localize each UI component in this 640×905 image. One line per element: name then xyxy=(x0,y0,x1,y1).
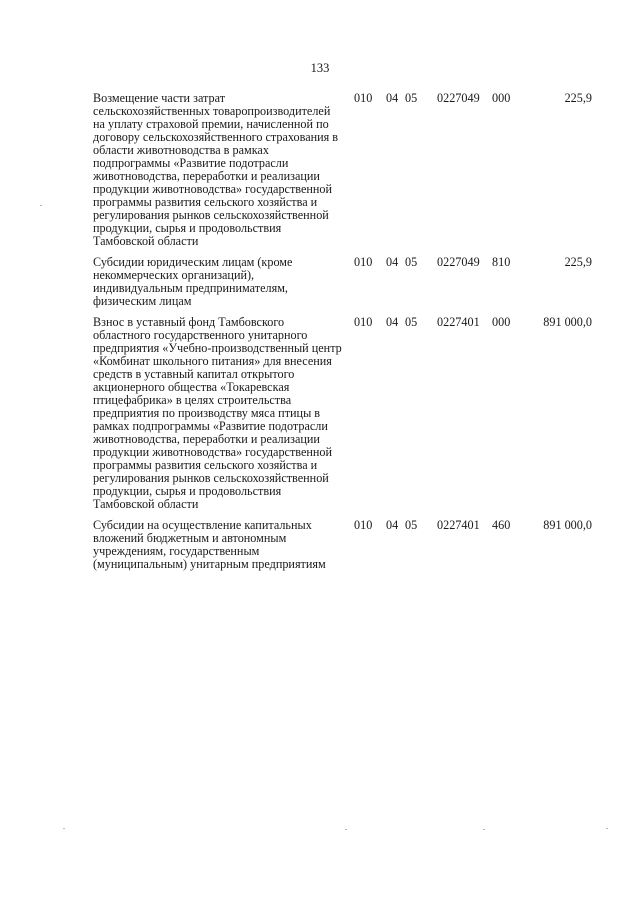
budget-table xyxy=(0,92,640,579)
scan-mark xyxy=(40,205,42,206)
row-description: Субсидии юридическим лицам (кроме некоммерческих организаций), индивидуальным предпринимателям, физическим лицам xyxy=(93,255,293,308)
table-row xyxy=(0,519,640,571)
subsection-code: 05 xyxy=(405,91,418,105)
subsection-code: 05 xyxy=(405,518,418,532)
amount-value: 891 000,0 xyxy=(543,315,592,329)
ministry-code: 010 xyxy=(354,255,373,269)
row-description: Возмещение части затрат сельскохозяйственных товаропроизводителей на уплату страховой премии, начисленной по договору сельскохозяйственного страхования в области животноводства в рамках подпрограммы «Развитие подотрасли животноводства, переработки и реализации продукции животноводства» государственной программы развития сельского хозяйства и регулирования рынков сельскохозяйственной продукции, сырья и продовольствия Тамбовской области xyxy=(93,91,339,248)
table-row xyxy=(0,316,640,511)
scan-mark xyxy=(483,829,485,830)
section-code: 04 xyxy=(386,255,399,269)
ministry-code: 010 xyxy=(354,91,373,105)
scan-mark xyxy=(63,828,65,829)
scan-mark xyxy=(606,828,608,829)
expense-type-code: 460 xyxy=(492,518,511,532)
target-article-code: 0227401 xyxy=(437,315,480,329)
expense-type-code: 000 xyxy=(492,91,511,105)
section-code: 04 xyxy=(386,518,399,532)
amount-value: 891 000,0 xyxy=(543,518,592,532)
scan-mark xyxy=(345,829,347,830)
section-code: 04 xyxy=(386,91,399,105)
target-article-code: 0227401 xyxy=(437,518,480,532)
expense-type-code: 810 xyxy=(492,255,511,269)
row-description: Субсидии на осуществление капитальных вложений бюджетным и автономным учреждениям, государственным (муниципальным) унитарным предприятиям xyxy=(93,518,326,571)
row-description: Взнос в уставный фонд Тамбовского областного государственного унитарного предприятия «Учебно-производственный центр «Комбинат школьного питания» для внесения средств в уставный капитал открытого акционерного общества «Токаревская птицефабрика» в целях строительства предприятия по производству мяса птицы в рамках подпрограммы «Развитие подотрасли животноводства, переработки и реализации продукции животноводства» государственной программы развития сельского хозяйства и регулирования рынков сельскохозяйственной продукции, сырья и продовольствия Тамбовской области xyxy=(93,315,342,511)
target-article-code: 0227049 xyxy=(437,255,480,269)
page-number: 133 xyxy=(310,61,330,75)
subsection-code: 05 xyxy=(405,255,418,269)
table-row xyxy=(0,256,640,308)
table-row xyxy=(0,92,640,248)
amount-value: 225,9 xyxy=(564,91,592,105)
amount-value: 225,9 xyxy=(564,255,592,269)
ministry-code: 010 xyxy=(354,518,373,532)
expense-type-code: 000 xyxy=(492,315,511,329)
section-code: 04 xyxy=(386,315,399,329)
target-article-code: 0227049 xyxy=(437,91,480,105)
subsection-code: 05 xyxy=(405,315,418,329)
ministry-code: 010 xyxy=(354,315,373,329)
